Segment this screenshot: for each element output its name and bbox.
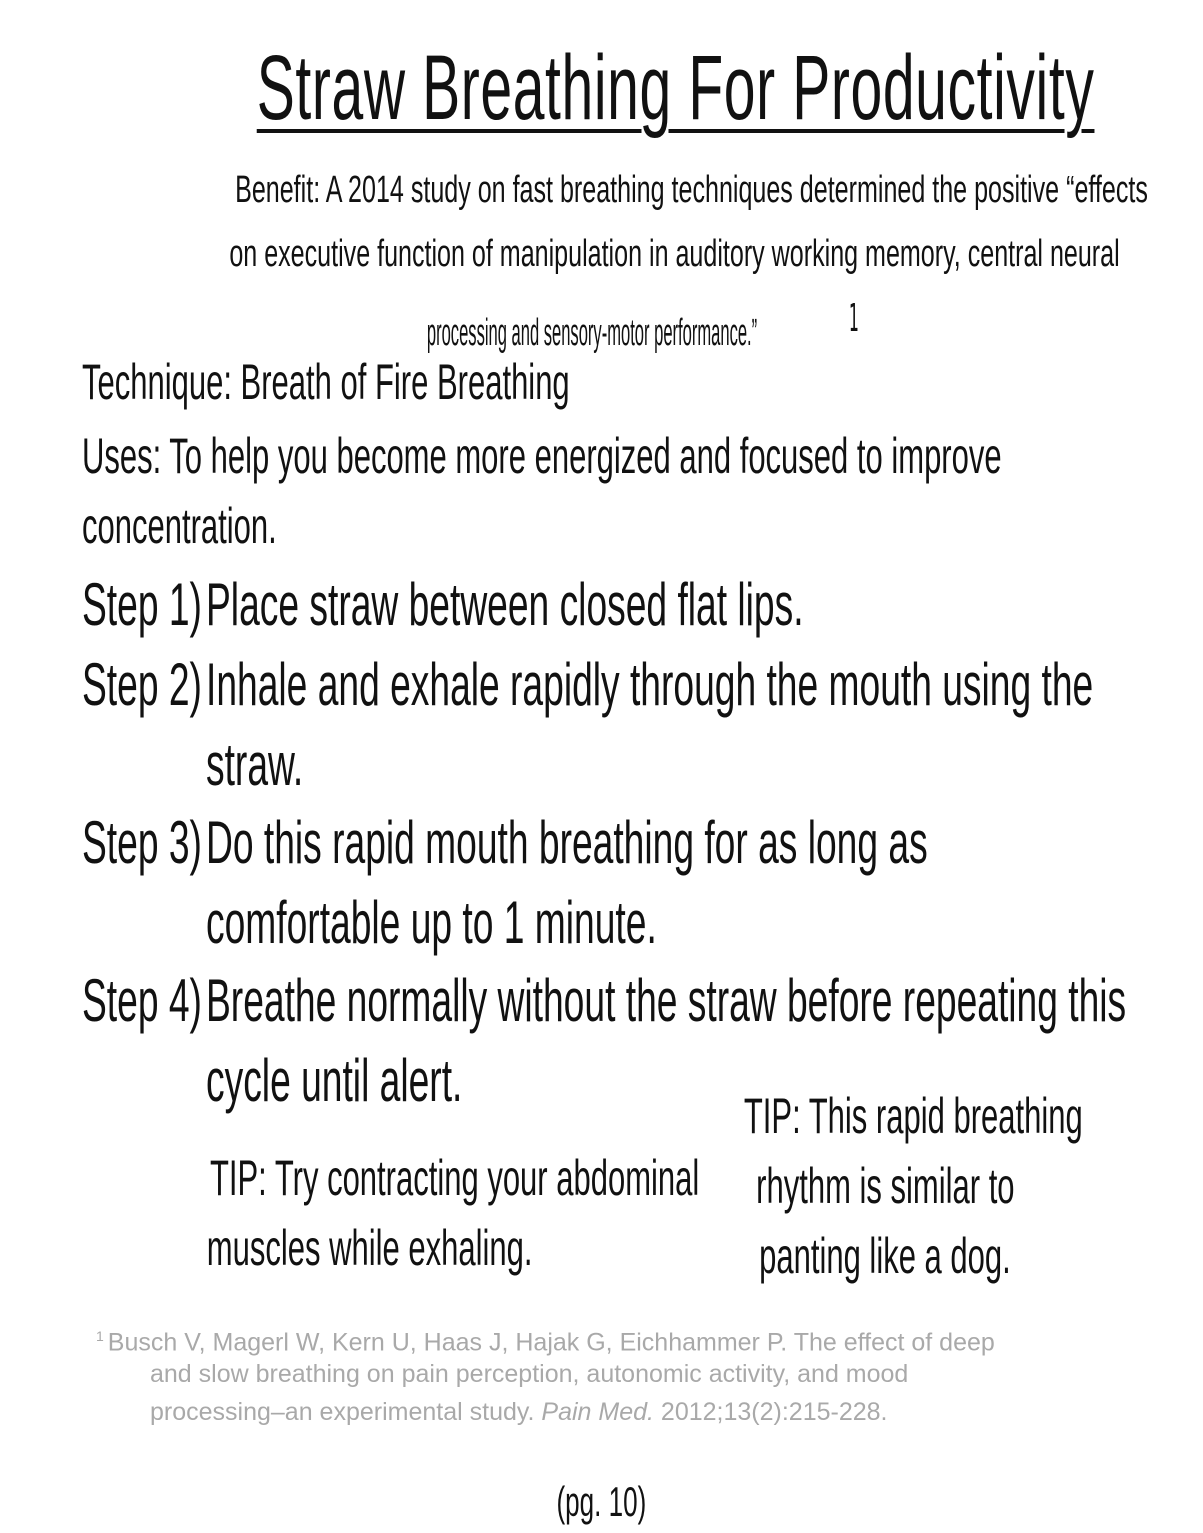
step-2-text-1: Inhale and exhale rapidly through the mouth using the <box>206 651 1094 718</box>
reference-line-3-post: 2012;13(2):215-228. <box>653 1398 888 1426</box>
step-3-text-2: comfortable up to 1 minute. <box>206 889 657 956</box>
page-number: (pg. 10) <box>556 1478 647 1525</box>
tip-left-line-2-block <box>60 1220 680 1276</box>
step-4-text-1: Breathe normally without the straw before repeating this <box>206 967 1127 1034</box>
benefit-line-3-wrap <box>342 296 861 355</box>
technique-text: Technique: Breath of Fire Breathing <box>82 354 570 410</box>
uses-line-2: concentration. <box>82 498 277 554</box>
tip-left-line-1: TIP: Try contracting your abdominal <box>209 1150 700 1206</box>
reference-marker: 1 <box>96 1328 104 1344</box>
step-4-label: Step 4) <box>82 967 202 1034</box>
tip-right-line-2: rhythm is similar to <box>755 1158 1015 1214</box>
benefit-line-1-block <box>0 168 1203 212</box>
benefit-line-2-block <box>0 232 1203 276</box>
step-2-label: Step 2) <box>82 651 202 718</box>
reference-line-2: and slow breathing on pain perception, autonomic activity, and mood <box>150 1360 909 1388</box>
tip-right-line-1: TIP: This rapid breathing <box>743 1088 1083 1144</box>
page-title-block <box>0 38 1203 138</box>
tip-right-line-3: panting like a dog. <box>759 1228 1011 1284</box>
benefit-line-3: processing and sensory-motor performance.” <box>426 311 758 354</box>
benefit-line-3-block <box>0 296 1203 355</box>
reference-journal: Pain Med. <box>541 1398 654 1426</box>
reference-line-1 <box>96 1318 995 1360</box>
step-3-text-1: Do this rapid mouth breathing for as long as <box>206 809 928 876</box>
reference-line-3-pre: processing–an experimental study. <box>150 1398 542 1426</box>
benefit-line-2: on executive function of manipulation in auditory working memory, central neural <box>229 233 1120 275</box>
page-number-block <box>0 1478 1203 1526</box>
uses-line-1: Uses: To help you become more energized and focused to improve <box>82 428 1002 484</box>
step-1-label: Step 1) <box>82 571 202 638</box>
tip-left-line-1-block <box>60 1150 700 1206</box>
step-4-text-2: cycle until alert. <box>206 1047 463 1114</box>
step-2-text-2: straw. <box>206 731 304 798</box>
tip-right-line-2-block <box>640 1158 1130 1214</box>
step-1-text: Place straw between closed flat lips. <box>206 571 804 638</box>
reference-line-3 <box>150 1394 888 1430</box>
page-title: Straw Breathing For Productivity <box>256 37 1095 139</box>
footnote-marker: 1 <box>848 296 859 340</box>
tip-right-line-1-block <box>640 1088 1130 1144</box>
reference-line-1-text: Busch V, Magerl W, Kern U, Haas J, Hajak G, Eichhammer P. The effect of deep <box>107 1328 995 1357</box>
step-3-label: Step 3) <box>82 809 202 876</box>
tip-left-line-2: muscles while exhaling. <box>207 1220 533 1276</box>
tip-right-line-3-block <box>640 1228 1130 1284</box>
benefit-line-1: Benefit: A 2014 study on fast breathing techniques determined the positive “effects <box>235 169 1148 211</box>
